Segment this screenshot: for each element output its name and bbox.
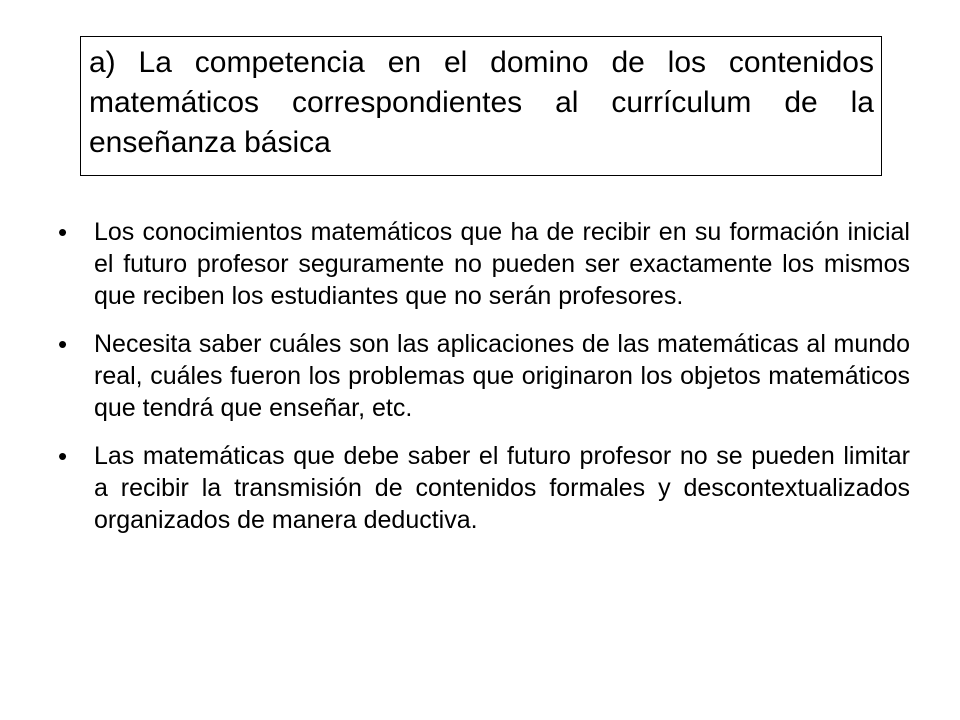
title-box — [80, 36, 882, 176]
bullet-icon: • — [58, 441, 68, 471]
bullet-text: Necesita saber cuáles son las aplicaciones de las matemáticas al mundo real, cuáles fueron los problemas que originaron los objetos matemáticos que tendrá que enseñar, etc. — [94, 330, 910, 422]
bullet-list — [58, 216, 910, 552]
bullet-icon: • — [58, 217, 68, 247]
bullet-item — [58, 328, 910, 424]
bullet-item — [58, 440, 910, 536]
bullet-text: Las matemáticas que debe saber el futuro profesor no se pueden limitar a recibir la transmisión de contenidos formales y descontextualizados organizados de manera deductiva. — [94, 442, 910, 534]
bullet-item — [58, 216, 910, 312]
slide-title: a) La competencia en el domino de los contenidos matemáticos correspondientes al currículum de la enseñanza básica — [89, 46, 874, 159]
bullet-text: Los conocimientos matemáticos que ha de recibir en su formación inicial el futuro profesor seguramente no pueden ser exactamente los mismos que reciben los estudiantes que no serán profesores. — [94, 218, 910, 310]
bullet-icon: • — [58, 329, 68, 359]
